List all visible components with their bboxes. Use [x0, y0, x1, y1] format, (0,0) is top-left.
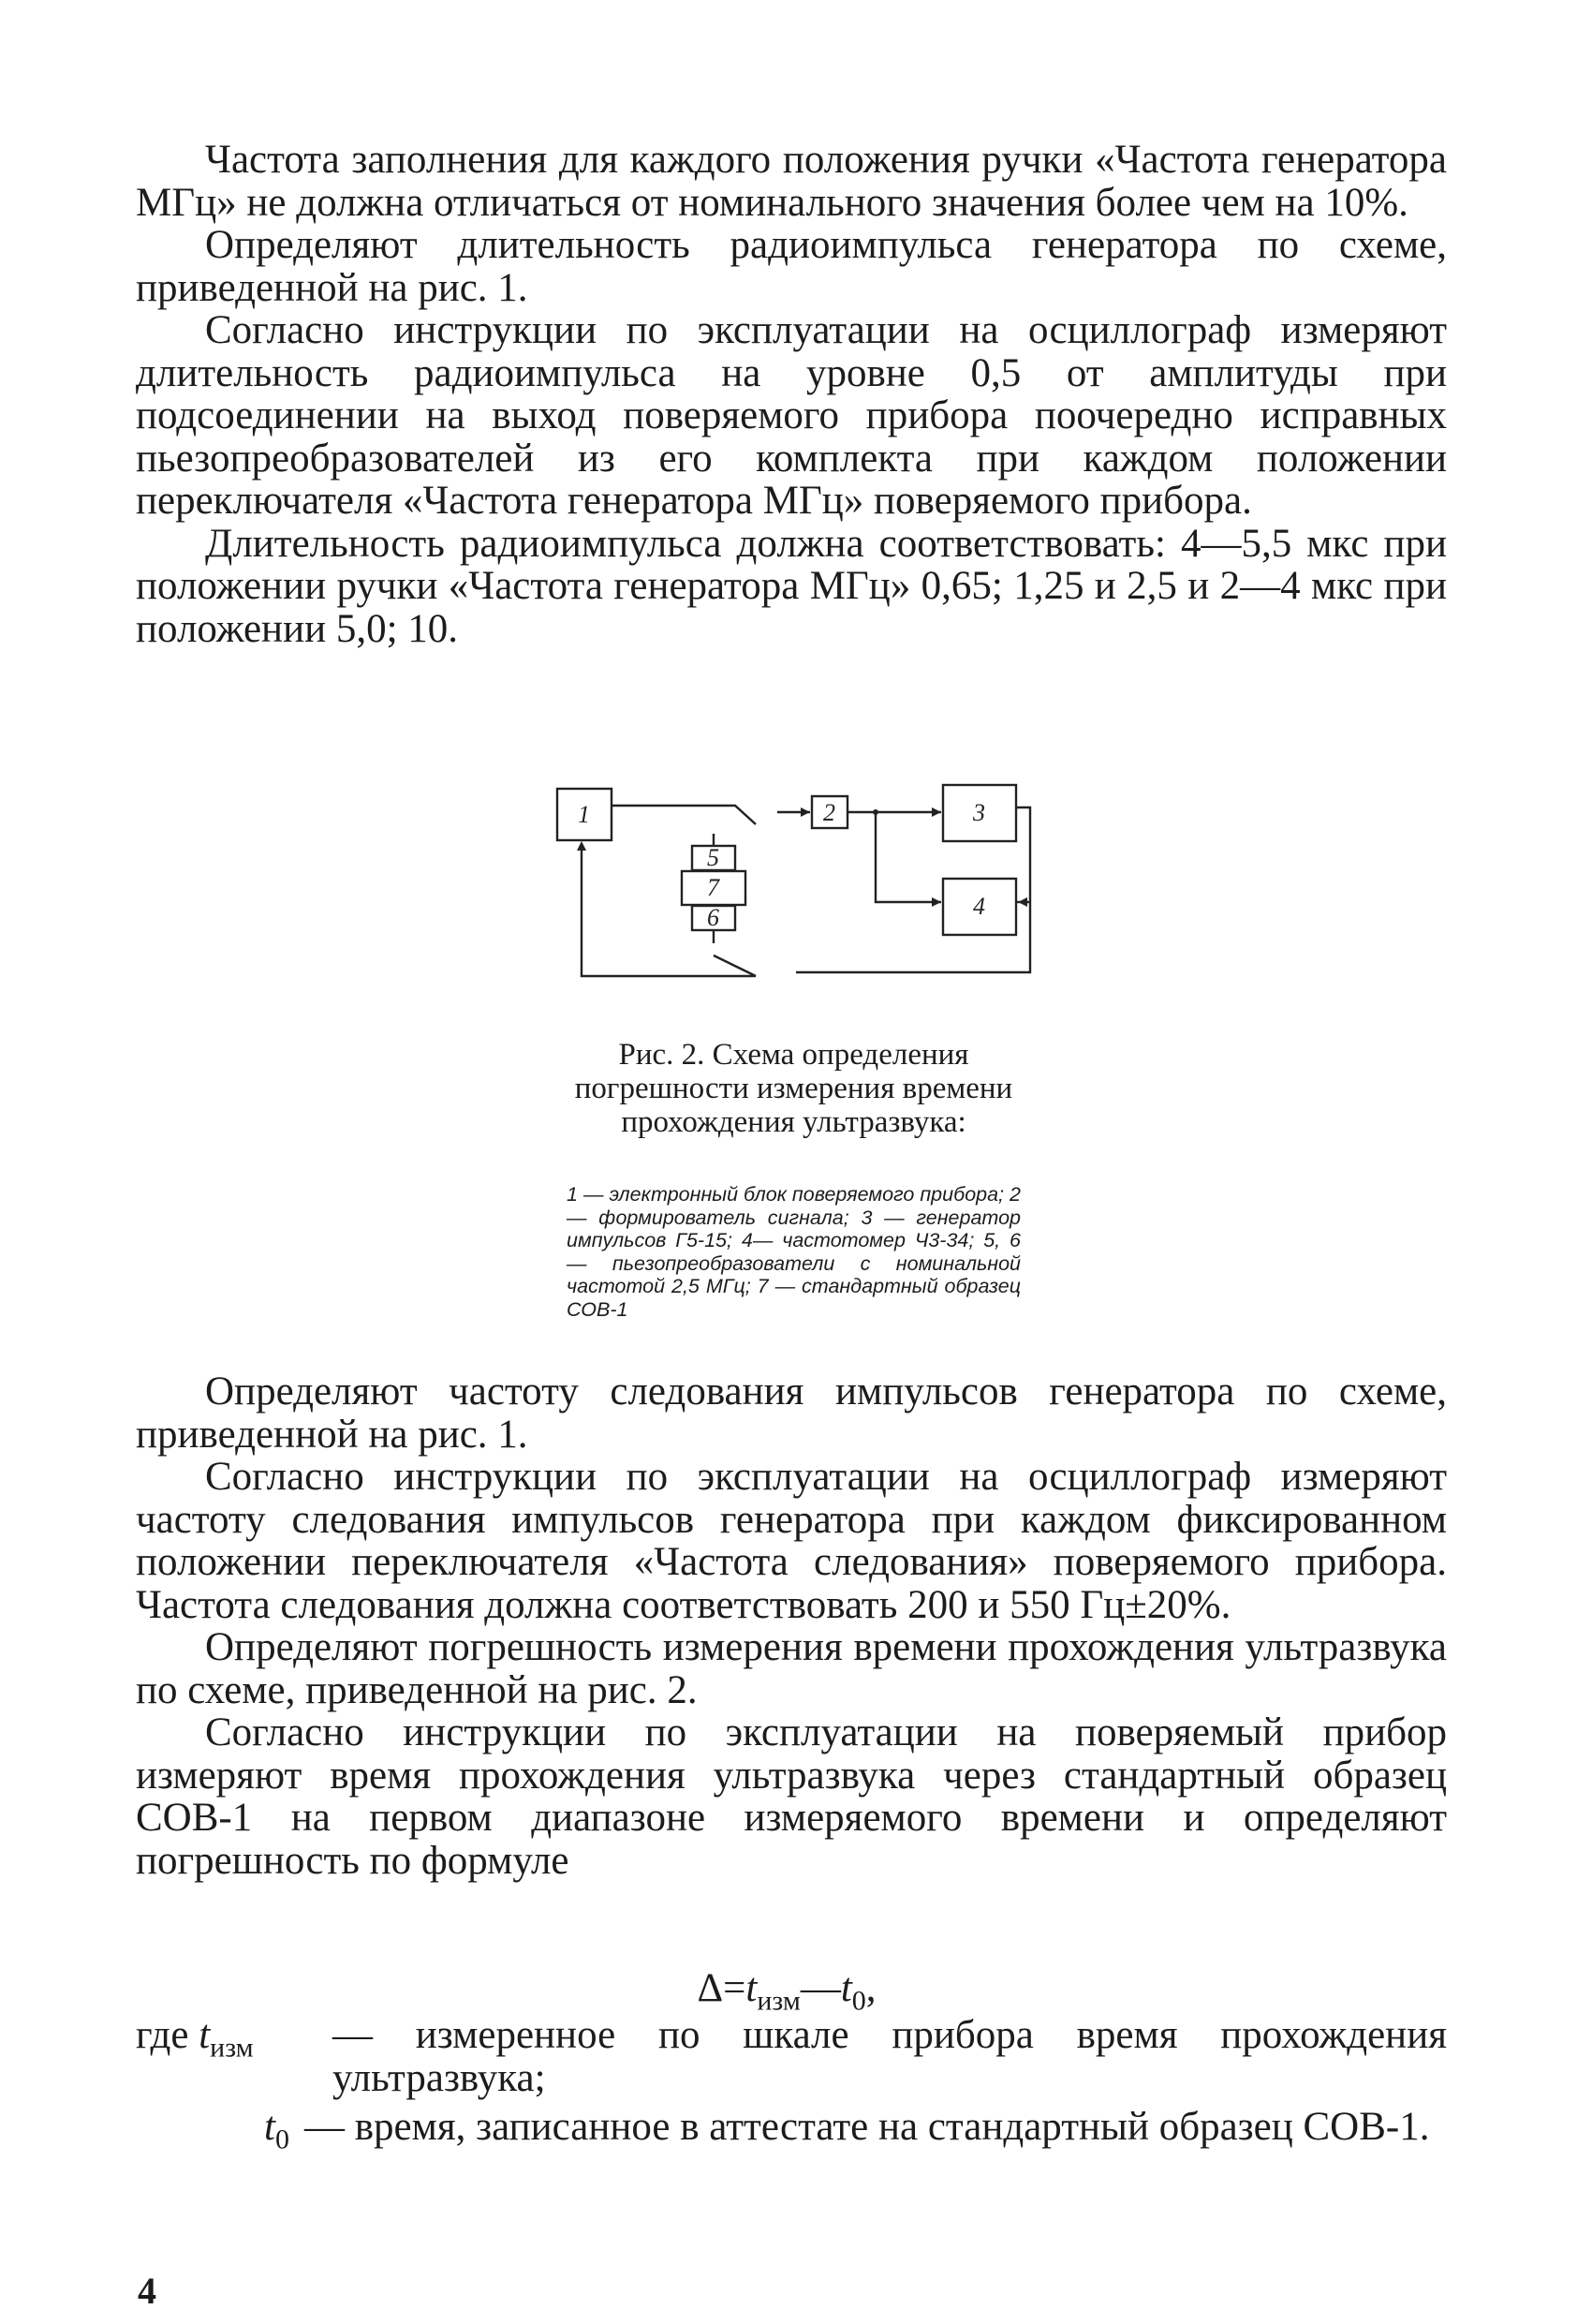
block-7-label: 7 [707, 874, 719, 901]
block-diagram [548, 768, 1035, 1049]
wire-3-loop [796, 807, 1030, 972]
paragraph-pulse-duration-method: Определяют длительность радиоимпульса генератора по схеме, приведенной на рис. 1. [136, 223, 1447, 310]
paragraph-repetition-measure: Согласно инструкции по эксплуатации на осциллограф измеряют частоту следования импульсов генератора при каждом фиксированном положении переключателя «Частота следования» поверяемого прибора. Частота следования должна соответствовать 200 и 550 Гц±20%. [136, 1455, 1447, 1627]
figure-2 [529, 768, 1054, 1330]
page-number: 4 [138, 2270, 156, 2312]
lower-switch [714, 955, 756, 976]
paragraph-error-method: Определяют погрешность измерения времени прохождения ультразвука по схеме, приведенной на рис. 2. [136, 1625, 1447, 1712]
paragraph-duration-requirement: Длительность радиоимпульса должна соответствовать: 4—5,5 мкс при положении ручки «Частота генератора МГц» 0,65; 1,25 и 2,5 и 2—4 мкс при положении 5,0; 10. [136, 521, 1447, 651]
figure-legend: 1 — электронный блок поверяемого прибора; 2 — формирователь сигнала; 3 — генератор импульсов Г5-15; 4— частотомер Ч3-34; 5, 6 — пьезопреобразователи с номинальной частотой 2,5 МГц; 7 — стандартный образец СОВ-1 [567, 1183, 1021, 1321]
error-formula: $\Delta=t_{изм}—t_0$, [697, 1966, 877, 2017]
wire-loop-block1 [582, 847, 756, 976]
top-text-block [136, 139, 1447, 650]
definition-t0-symbol: $t_0$ [264, 2105, 289, 2155]
paragraph-fill-frequency: Частота заполнения для каждого положения ручки «Частота генератора МГц» не должна отличаться от номинального значения более чем на 10%. [136, 138, 1447, 225]
bottom-text-block [136, 1370, 1447, 1882]
block-3-label: 3 [973, 799, 985, 826]
block-6-label: 6 [707, 904, 719, 931]
paragraph-repetition-method: Определяют частоту следования импульсов генератора по схеме, приведенной на рис. 1. [136, 1369, 1447, 1457]
block-4-label: 4 [973, 893, 985, 920]
where-prefix: где $t_{изм}$ [136, 2013, 254, 2064]
paragraph-oscilloscope-duration: Согласно инструкции по эксплуатации на осциллограф измеряют длительность радиоимпульса на уровне 0,5 от амплитуды при подсоединении на выход поверяемого прибора поочередно исправных пьезопреобразователей из его комплекта при каждом положении переключателя «Частота генератора МГц» поверяемого прибора. [136, 308, 1447, 523]
paragraph-error-measure: Согласно инструкции по эксплуатации на поверяемый прибор измеряют время прохождения ультразвука через стандартный образец СОВ-1 на первом диапазоне измеряемого времени и определяют погрешность по формуле [136, 1710, 1447, 1883]
block-2-label: 2 [823, 799, 835, 826]
definition-t0: — время, записанное в аттестате на стандартный образец СОВ-1. [304, 2105, 1430, 2149]
block-1-label: 1 [578, 801, 590, 828]
definition-t-izm: — измеренное по шкале прибора время прохождения ультразвука; [332, 2013, 1447, 2100]
wire-1-switch [612, 806, 756, 824]
block-5-label: 5 [707, 844, 719, 871]
figure-caption: Рис. 2. Схема определения погрешности измерения времени прохождения ультразвука: [574, 1038, 1013, 1139]
